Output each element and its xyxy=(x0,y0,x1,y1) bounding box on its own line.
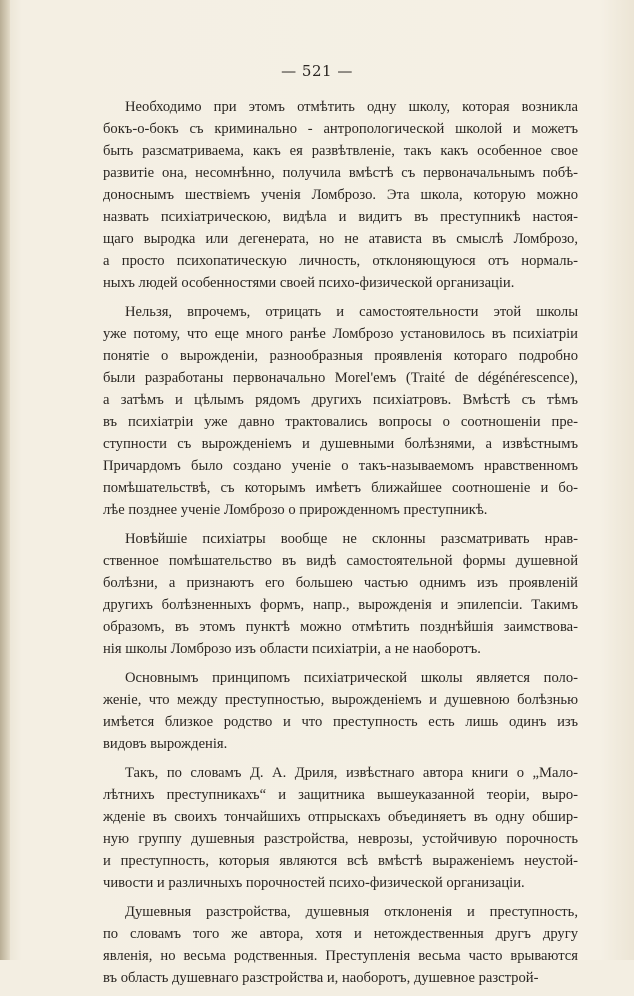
text-line: Нельзя, впрочемъ, отрицать и самостоятельности этой школы xyxy=(125,304,578,320)
text-line: лѣе позднее ученіе Ломброзо о прирожденномъ преступникѣ. xyxy=(103,502,488,518)
text-line: уже потому, что еще много ранѣе Ломброзо установилось въ психіатріи xyxy=(103,326,578,342)
text-line: а просто психопатическую личность, отклоняющуюся отъ нормаль- xyxy=(103,253,578,269)
body-text xyxy=(103,96,578,996)
text-line: бокъ-о-бокъ съ криминально - антропологической школой и можетъ xyxy=(103,121,578,137)
text-line: ныхъ людей особенностями своей психо-физической организаціи. xyxy=(103,275,515,291)
page-spine-shadow xyxy=(0,0,10,960)
paragraph xyxy=(103,528,578,660)
text-line: ступности съ вырожденіемъ и душевными болѣзнями, а извѣстнымъ xyxy=(103,436,578,452)
text-line: лѣтнихъ преступникахъ“ и защитника вышеуказанной теоріи, выро- xyxy=(103,787,578,803)
text-line: Причардомъ было создано ученіе о такъ-называемомъ нравственномъ xyxy=(103,458,578,474)
text-line: Необходимо при этомъ отмѣтить одну школу, которая возникла xyxy=(125,99,578,115)
paragraph xyxy=(103,96,578,294)
text-line: болѣзни, а признаютъ его большею частью однимъ изъ проявленій xyxy=(103,575,578,591)
text-line: образомъ, въ этомъ пунктѣ можно отмѣтить позднѣйшія заимствова- xyxy=(103,619,578,635)
text-line: а затѣмъ и цѣлымъ рядомъ другихъ психіатровъ. Вмѣстѣ съ тѣмъ xyxy=(103,392,578,408)
text-line: Основнымъ принципомъ психіатрической школы является поло- xyxy=(125,670,578,686)
paragraph xyxy=(103,901,578,989)
text-line: женіе, что между преступностью, вырожденіемъ и душевною болѣзнью xyxy=(103,692,578,708)
text-line: по словамъ того же автора, хотя и нетождественныя другъ другу xyxy=(103,926,578,942)
paragraph xyxy=(103,667,578,755)
text-line: быть разсматриваема, какъ ея развѣтвленіе, такъ какъ особенное свое xyxy=(103,143,578,159)
text-line: Душевныя разстройства, душевныя отклоненія и преступность, xyxy=(125,904,578,920)
text-line: ную группу душевныя разстройства, неврозы, устойчивую порочность xyxy=(103,831,578,847)
text-line: видовъ вырожденія. xyxy=(103,736,228,752)
text-line: чивости и различныхъ порочностей психо-физической организаціи. xyxy=(103,875,525,891)
text-line: нія школы Ломброзо изъ области психіатріи, а не наоборотъ. xyxy=(103,641,481,657)
text-line: другихъ болѣзненныхъ формъ, напр., вырожденія и эпилепсіи. Такимъ xyxy=(103,597,578,613)
text-line: развитіе она, несомнѣнно, получила вмѣстѣ съ первоначальнымъ побѣ- xyxy=(103,165,578,181)
paragraph xyxy=(103,301,578,521)
text-line: Такъ, по словамъ Д. А. Дриля, извѣстнаго автора книги о „Мало- xyxy=(125,765,578,781)
text-line: и преступность, которыя являются всѣ вмѣстѣ выраженіемъ неустой- xyxy=(103,853,578,869)
text-line: доноснымъ шествіемъ ученія Ломброзо. Эта школа, которую можно xyxy=(103,187,578,203)
text-line: имѣется близкое родство и что преступность есть лишь одинъ изъ xyxy=(103,714,578,730)
text-line: помѣшательствѣ, съ которымъ имѣетъ ближайшее соотношеніе и бо- xyxy=(103,480,578,496)
paragraph xyxy=(103,762,578,894)
text-line: жденіе въ своихъ тончайшихъ отпрыскахъ объединяетъ въ одну обшир- xyxy=(103,809,578,825)
text-line: щаго выродка или дегенерата, но не атависта въ смыслѣ Ломброзо, xyxy=(103,231,578,247)
text-line: понятіе о вырожденіи, разнообразныя проявленія котораго подробно xyxy=(103,348,578,364)
text-line: ственное помѣшательство въ видѣ самостоятельной формы душевной xyxy=(103,553,578,569)
text-line: явленія, но весьма родственныя. Преступленія весьма часто врываются xyxy=(103,948,578,964)
text-line: въ область душевнаго разстройства и, наоборотъ, душевное разстрой- xyxy=(103,970,539,986)
page-number: — 521 — xyxy=(281,62,353,80)
text-line: въ психіатріи уже давно трактовались вопросы о соотношеніи пре- xyxy=(103,414,578,430)
text-line: были разработаны первоначально Morel'емъ (Traité de dégénérescence), xyxy=(103,370,578,386)
text-line: назвать психіатрическою, видѣла и видитъ въ преступникѣ настоя- xyxy=(103,209,578,225)
text-line: Новѣйшіе психіатры вообще не склонны разсматривать нрав- xyxy=(125,531,578,547)
